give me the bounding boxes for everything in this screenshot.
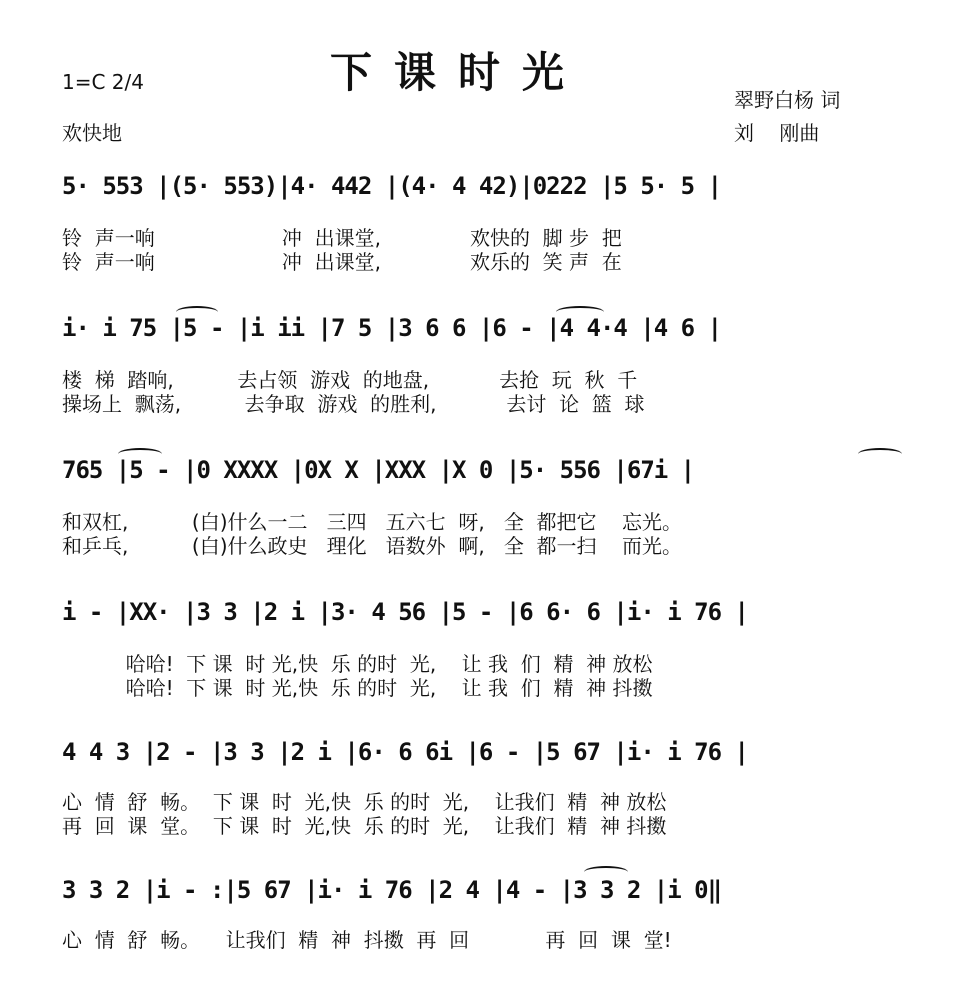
lyric-line-2a: 楼 梯 踏响, 去占领 游戏 的地盘, 去抢 玩 秋 千 (62, 368, 638, 392)
key-signature: 1=C 2/4 (62, 70, 144, 94)
lyric-line-1b: 铃 声一响 冲 出课堂, 欢乐的 笑 声 在 (62, 250, 622, 274)
lyric-line-5b: 再 回 课 堂。 下 课 时 光,快 乐 的时 光, 让我们 精 神 抖擞 (62, 814, 667, 838)
lyric-line-6a: 心 情 舒 畅。 让我们 精 神 抖擞 再 回 再 回 课 堂! (62, 928, 672, 952)
tempo-marking: 欢快地 (62, 121, 122, 145)
lyric-line-4b: 哈哈! 下 课 时 光,快 乐 的时 光, 让 我 们 精 神 抖擞 (62, 676, 653, 700)
composer-credit: 刘 刚曲 (734, 121, 820, 145)
notation-line-5: 4 4 3 |2 - |3 3 |2 i |6· 6 6i |6 - |5 67 |i· i 76 | (62, 738, 748, 766)
notation-line-2: i· i 75 |5 - |i ii |7 5 |3 6 6 |6 - |4 4·4 |4 6 | (62, 314, 722, 342)
tie-mark (556, 306, 604, 318)
tie-mark (176, 306, 218, 318)
lyric-line-5a: 心 情 舒 畅。 下 课 时 光,快 乐 的时 光, 让我们 精 神 放松 (62, 790, 667, 814)
lyricist-credit: 翠野白杨 词 (734, 88, 841, 112)
song-title: 下课时光 (330, 48, 587, 97)
lyric-line-3b: 和乒乓, (白)什么政史 理化 语数外 啊, 全 都一扫 而光。 (62, 534, 682, 558)
tie-mark (858, 448, 902, 460)
tie-mark (118, 448, 162, 460)
notation-line-4: i - |XX· |3 3 |2 i |3· 4 56 |5 - |6 6· 6 |i· i 76 | (62, 598, 748, 626)
lyric-line-3a: 和双杠, (白)什么一二 三四 五六七 呀, 全 都把它 忘光。 (62, 510, 682, 534)
lyric-line-4a: 哈哈! 下 课 时 光,快 乐 的时 光, 让 我 们 精 神 放松 (62, 652, 653, 676)
notation-line-3: 765 |5 - |0 XXXX |0X X |XXX |X 0 |5· 556 |67i | (62, 456, 695, 484)
notation-line-6: 3 3 2 |i - :|5 67 |i· i 76 |2 4 |4 - |3 3 2 |i 0‖ (62, 876, 722, 904)
notation-line-1: 5· 553 |(5· 553)|4· 442 |(4· 4 42)|0222 |5 5· 5 | (62, 172, 722, 200)
lyric-line-1a: 铃 声一响 冲 出课堂, 欢快的 脚 步 把 (62, 226, 622, 250)
lyric-line-2b: 操场上 飘荡, 去争取 游戏 的胜利, 去讨 论 篮 球 (62, 392, 645, 416)
tie-mark (584, 866, 628, 878)
